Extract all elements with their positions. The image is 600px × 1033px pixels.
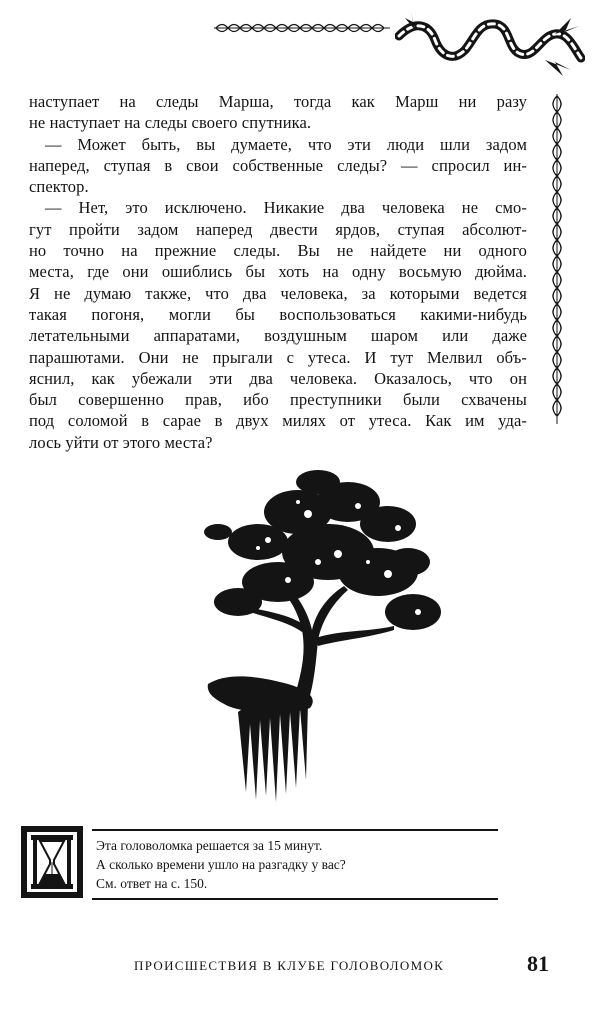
body-line: такая погоня, могли бы воспользоваться какими-нибудь <box>29 304 527 324</box>
body-line: парашютами. Они не прыгали с утеса. И тут Мелвил объ- <box>29 347 527 367</box>
hourglass-icon <box>21 826 83 898</box>
puzzle-answer-ref: См. ответ на с. 150. <box>96 876 208 891</box>
body-line: под соломой в сарае в двух милях от утеса. Как им уда- <box>29 411 527 431</box>
body-line: Я не думаю также, что два человека, за которыми ведется <box>29 283 527 303</box>
body-text <box>29 91 527 453</box>
puzzle-time-line: Эта головоломка решается за 15 минут. <box>96 838 323 853</box>
tree-illustration <box>198 462 448 807</box>
puzzle-box-text <box>96 836 496 893</box>
puzzle-box-top-rule <box>92 829 498 831</box>
ribbon-ornament-icon <box>395 10 585 82</box>
body-line: наступает на следы Марша, тогда как Марш ни разу <box>29 92 527 111</box>
body-line: но точно на прежние следы. Вы не найдете ни одного <box>29 241 527 261</box>
top-chain-ornament <box>214 18 390 38</box>
body-line: не наступает на следы своего спутника. <box>29 113 312 133</box>
body-line: лось уйти от этого места? <box>29 432 213 452</box>
puzzle-box-bottom-rule <box>92 898 498 900</box>
side-chain-ornament <box>546 94 568 424</box>
body-line: — Может быть, вы думаете, что эти люди шли задом <box>45 134 527 154</box>
body-line: — Нет, это исключено. Никакие два человека не смо- <box>45 198 527 218</box>
body-line: был совершенно прав, ибо преступники были схвачены <box>29 390 527 410</box>
running-title: ПРОИСШЕСТВИЯ В КЛУБЕ ГОЛОВОЛОМОК <box>134 958 445 973</box>
body-line: спектор. <box>29 177 89 197</box>
body-line: летательными аппаратами, воздушным шаром или даже <box>29 326 527 346</box>
page-number: 81 <box>527 951 549 976</box>
puzzle-question-line: А сколько времени ушло на разгадку у вас? <box>96 857 346 872</box>
body-line: места, где они ошиблись бы хоть на одну восьмую дюйма. <box>29 262 527 282</box>
body-line: гут пройти задом наперед двести ярдов, ступая абсолют- <box>29 219 527 239</box>
body-line: наперед, ступая в свои собственные следы? — спросил ин- <box>29 155 527 175</box>
body-line: яснил, как убежали эти два человека. Оказалось, что он <box>29 368 527 388</box>
